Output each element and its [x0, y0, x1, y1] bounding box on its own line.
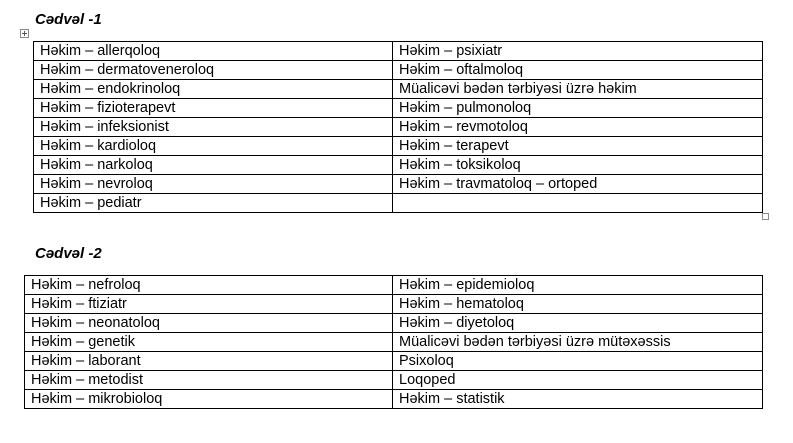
- table-cell[interactable]: Həkim – terapevt: [393, 137, 763, 156]
- table-row: [34, 99, 763, 118]
- table-2: [24, 275, 763, 409]
- table-cell[interactable]: Həkim – toksikoloq: [393, 156, 763, 175]
- resize-square-icon[interactable]: [762, 213, 769, 220]
- table-cell[interactable]: Həkim – hematoloq: [393, 295, 763, 314]
- table-row: [34, 175, 763, 194]
- table-cell[interactable]: Həkim – narkoloq: [34, 156, 393, 175]
- move-cross-icon[interactable]: [20, 29, 29, 38]
- table-cell[interactable]: Həkim – statistik: [393, 390, 763, 409]
- table-cell[interactable]: Həkim – psixiatr: [393, 42, 763, 61]
- table-cell[interactable]: Həkim – allerqoloq: [34, 42, 393, 61]
- table-row: [34, 194, 763, 213]
- table-cell[interactable]: Həkim – revmotoloq: [393, 118, 763, 137]
- table-cell[interactable]: Həkim – epidemioloq: [393, 276, 763, 295]
- table-cell[interactable]: Həkim – nefroloq: [25, 276, 393, 295]
- table-cell[interactable]: Həkim – pediatr: [34, 194, 393, 213]
- table-cell[interactable]: Həkim – pulmonoloq: [393, 99, 763, 118]
- table-1: [33, 41, 763, 213]
- table-cell[interactable]: Həkim – kardioloq: [34, 137, 393, 156]
- table-row: [34, 137, 763, 156]
- table-row: [25, 314, 763, 333]
- table-cell[interactable]: Həkim – fizioterapevt: [34, 99, 393, 118]
- table-cell[interactable]: Həkim – mikrobioloq: [25, 390, 393, 409]
- table-cell[interactable]: Həkim – oftalmoloq: [393, 61, 763, 80]
- table-row: [34, 80, 763, 99]
- table-cell[interactable]: Həkim – laborant: [25, 352, 393, 371]
- table-row: [34, 118, 763, 137]
- table-cell[interactable]: Həkim – nevroloq: [34, 175, 393, 194]
- table-cell[interactable]: Həkim – infeksionist: [34, 118, 393, 137]
- table-cell[interactable]: Həkim – endokrinoloq: [34, 80, 393, 99]
- table-row: [25, 352, 763, 371]
- table-cell[interactable]: Həkim – dermatovenerolоq: [34, 61, 393, 80]
- table-2-caption: Cədvəl -2: [35, 245, 102, 262]
- table-cell[interactable]: Həkim – diyetoloq: [393, 314, 763, 333]
- table-cell[interactable]: Loqoped: [393, 371, 763, 390]
- table-row: [25, 333, 763, 352]
- table-cell[interactable]: Həkim – genetik: [25, 333, 393, 352]
- table-row: [34, 61, 763, 80]
- table-cell-empty[interactable]: [393, 194, 763, 213]
- table-row: [25, 390, 763, 409]
- table-cell[interactable]: Həkim – travmatoloq – ortoped: [393, 175, 763, 194]
- table-row: [25, 295, 763, 314]
- table-cell[interactable]: Psixoloq: [393, 352, 763, 371]
- table-cell[interactable]: Müalicəvi bədən tərbiyəsi üzrə mütəxəssis: [393, 333, 763, 352]
- table-cell[interactable]: Həkim – ftiziatr: [25, 295, 393, 314]
- table-cell[interactable]: Həkim – metodist: [25, 371, 393, 390]
- table-1-caption: Cədvəl -1: [35, 11, 102, 28]
- table-row: [25, 276, 763, 295]
- table-row: [34, 42, 763, 61]
- table-cell[interactable]: Həkim – neonatoloq: [25, 314, 393, 333]
- table-cell[interactable]: Müalicəvi bədən tərbiyəsi üzrə həkim: [393, 80, 763, 99]
- table-row: [34, 156, 763, 175]
- table-row: [25, 371, 763, 390]
